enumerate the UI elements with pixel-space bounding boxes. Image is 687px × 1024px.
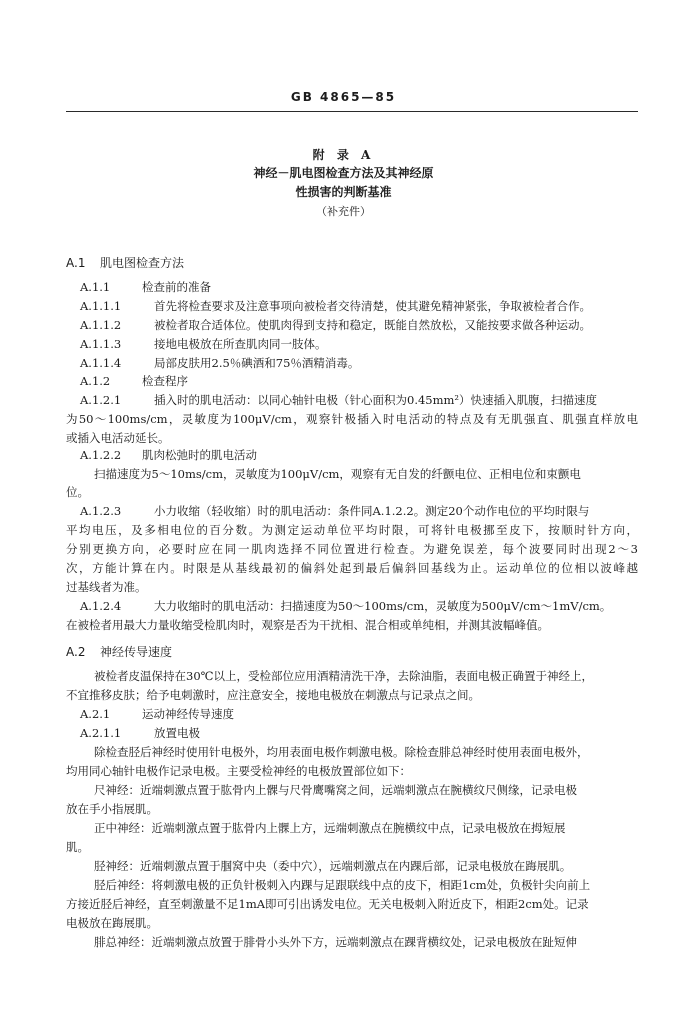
appendix-note: （补充件） [316, 205, 371, 218]
paragraph-line [66, 542, 638, 556]
paragraph-line [66, 897, 589, 911]
line-text: 插入时的肌电活动：以同心轴针电极（针心面积为0.45mm²）快速插入肌腹，扫描速度 [154, 393, 598, 407]
paragraph-line [94, 783, 577, 797]
line-text: 方接近胫后神经，直至刺激量不足1mA即可引出诱发电位。无关电极刺入附近皮下，相距2cm处。记录 [66, 897, 589, 911]
section-line [66, 256, 184, 270]
section-line [80, 337, 327, 351]
section-line [80, 504, 589, 518]
paragraph-line [66, 412, 638, 426]
section-number: A.1.1.2 [80, 318, 122, 332]
paragraph-line [94, 821, 566, 835]
appendix-title-line2: 性损害的判断基准 [295, 185, 392, 199]
section-line [80, 299, 591, 313]
line-text: 过基线者为准。 [66, 580, 147, 594]
running-header: GB 4865—85 [290, 90, 397, 104]
line-text: 首先将检查要求及注意事项向被检者交待清楚，使其避免精神紧张，争取被检者合作。 [154, 299, 591, 313]
line-text: 腓总神经：近端刺激点放置于腓骨小头外下方，远端刺激点在踝背横纹处，记录电极放在趾短伸 [94, 935, 577, 949]
section-line [80, 707, 234, 721]
section-number: A.1.2.2 [80, 448, 122, 462]
line-text: 肌肉松弛时的肌电活动 [142, 448, 257, 462]
line-text: 肌电图检查方法 [100, 256, 185, 270]
line-text: 不宜推移皮肤；给予电刺激时，应注意安全，接地电极放在刺激点与记录点之间。 [66, 688, 480, 702]
line-text: 放在手小指展肌。 [66, 802, 158, 816]
section-number: A.1.1.1 [80, 299, 122, 313]
section-number: A.2.1 [80, 707, 111, 721]
section-number: A.1.1.4 [80, 356, 122, 370]
section-number: A.2 [66, 645, 86, 659]
line-text: 为50～100ms/cm，灵敏度为100μV/cm，观察针极插入时电活动的特点及有无肌强直、肌强直样放电 [66, 412, 638, 426]
appendix-title-line1: 神经－肌电图检查方法及其神经原 [253, 166, 434, 180]
line-text: 被检者取合适体位。使肌肉得到支持和稳定，既能自然放松，又能按要求做各种运动。 [154, 318, 591, 332]
paragraph-line [66, 431, 170, 445]
line-text: 被检者皮温保持在30℃以上，受检部位应用酒精清洗干净，去除油脂，表面电极正确置于神经上， [94, 669, 593, 683]
section-line [80, 318, 591, 332]
section-line [80, 374, 188, 388]
line-text: 神经传导速度 [100, 645, 173, 659]
line-text: 除检查胫后神经时使用针电极外，均用表面电极作刺激电极。除检查腓总神经时使用表面电极外， [94, 745, 589, 759]
line-text: 次，方能计算在内。时限是从基线最初的偏斜处起到最后偏斜回基线为止。运动单位的位相以波峰越 [66, 561, 638, 575]
section-line [80, 393, 597, 407]
line-text: 正中神经：近端刺激点置于肱骨内上髁上方，远端刺激点在腕横纹中点，记录电极放在拇短展 [94, 821, 566, 835]
line-text: 扫描速度为5～10ms/cm，灵敏度为100μV/cm，观察有无自发的纤颤电位、正相电位和束颤电 [94, 467, 581, 481]
section-number: A.1.2 [80, 374, 111, 388]
paragraph-line [94, 935, 577, 949]
appendix-label: 附 录 A [312, 148, 375, 162]
section-number: A.2.1.1 [80, 726, 122, 740]
paragraph-line [66, 688, 480, 702]
section-line [66, 645, 172, 659]
section-line [80, 599, 611, 613]
line-text: 肌。 [66, 840, 89, 854]
line-text: 小力收缩（轻收缩）时的肌电活动：条件同A.1.2.2。测定20个动作电位的平均时限与 [154, 504, 590, 518]
paragraph-line [94, 878, 590, 892]
paragraph-line [94, 859, 571, 873]
paragraph-line [66, 561, 638, 575]
paragraph-line [66, 764, 411, 778]
line-text: 胫神经：近端刺激点置于腘窝中央（委中穴），远端刺激点在内踝后部，记录电极放在踇展肌。 [94, 859, 572, 873]
line-text: 运动神经传导速度 [142, 707, 234, 721]
paragraph-line [66, 618, 549, 632]
section-number: A.1.1.3 [80, 337, 122, 351]
section-number: A.1.2.4 [80, 599, 122, 613]
line-text: 大力收缩时的肌电活动：扫描速度为50～100ms/cm，灵敏度为500μV/cm～1mV/cm。 [154, 599, 612, 613]
section-number: A.1.1 [80, 280, 111, 294]
section-line [80, 726, 200, 740]
paragraph-line [66, 916, 158, 930]
section-line [80, 448, 257, 462]
line-text: 或插入电活动延长。 [66, 431, 170, 445]
line-text: 位。 [66, 485, 89, 499]
paragraph-line [66, 523, 638, 537]
section-number: A.1 [66, 256, 86, 270]
paragraph-line [94, 669, 593, 683]
paragraph-line [66, 802, 158, 816]
line-text: 尺神经：近端刺激点置于肱骨内上髁与尺骨鹰嘴窝之间，远端刺激点在腕横纹尺侧缘，记录电极 [94, 783, 577, 797]
line-text: 在被检者用最大力量收缩受检肌肉时，观察是否为干扰相、混合相或单纯相，并测其波幅峰值。 [66, 618, 549, 632]
header-rule [66, 111, 638, 112]
line-text: 检查程序 [142, 374, 188, 388]
line-text: 放置电极 [154, 726, 200, 740]
paragraph-line [94, 467, 581, 481]
section-number: A.1.2.3 [80, 504, 122, 518]
line-text: 局部皮肤用2.5％碘酒和75％酒精消毒。 [154, 356, 360, 370]
line-text: 电极放在踇展肌。 [66, 916, 158, 930]
line-text: 接地电极放在所查肌肉同一肢体。 [154, 337, 327, 351]
line-text: 均用同心轴针电极作记录电极。主要受检神经的电极放置部位如下： [66, 764, 411, 778]
paragraph-line [66, 580, 147, 594]
line-text: 分别更换方向，必要时应在同一肌肉选择不同位置进行检查。为避免误差，每个波要同时出现2～3 [66, 542, 638, 556]
paragraph-line [94, 745, 589, 759]
section-number: A.1.2.1 [80, 393, 122, 407]
paragraph-line [66, 485, 89, 499]
line-text: 胫后神经：将刺激电极的正负针极刺入内踝与足跟联线中点的皮下，相距1cm处，负极针尖向前上 [94, 878, 591, 892]
section-line [80, 280, 211, 294]
line-text: 平均电压，及多相电位的百分数。为测定运动单位平均时限，可将针电极挪至皮下，按顺时针方向， [66, 523, 638, 537]
section-line [80, 356, 359, 370]
paragraph-line [66, 840, 89, 854]
line-text: 检查前的准备 [142, 280, 211, 294]
